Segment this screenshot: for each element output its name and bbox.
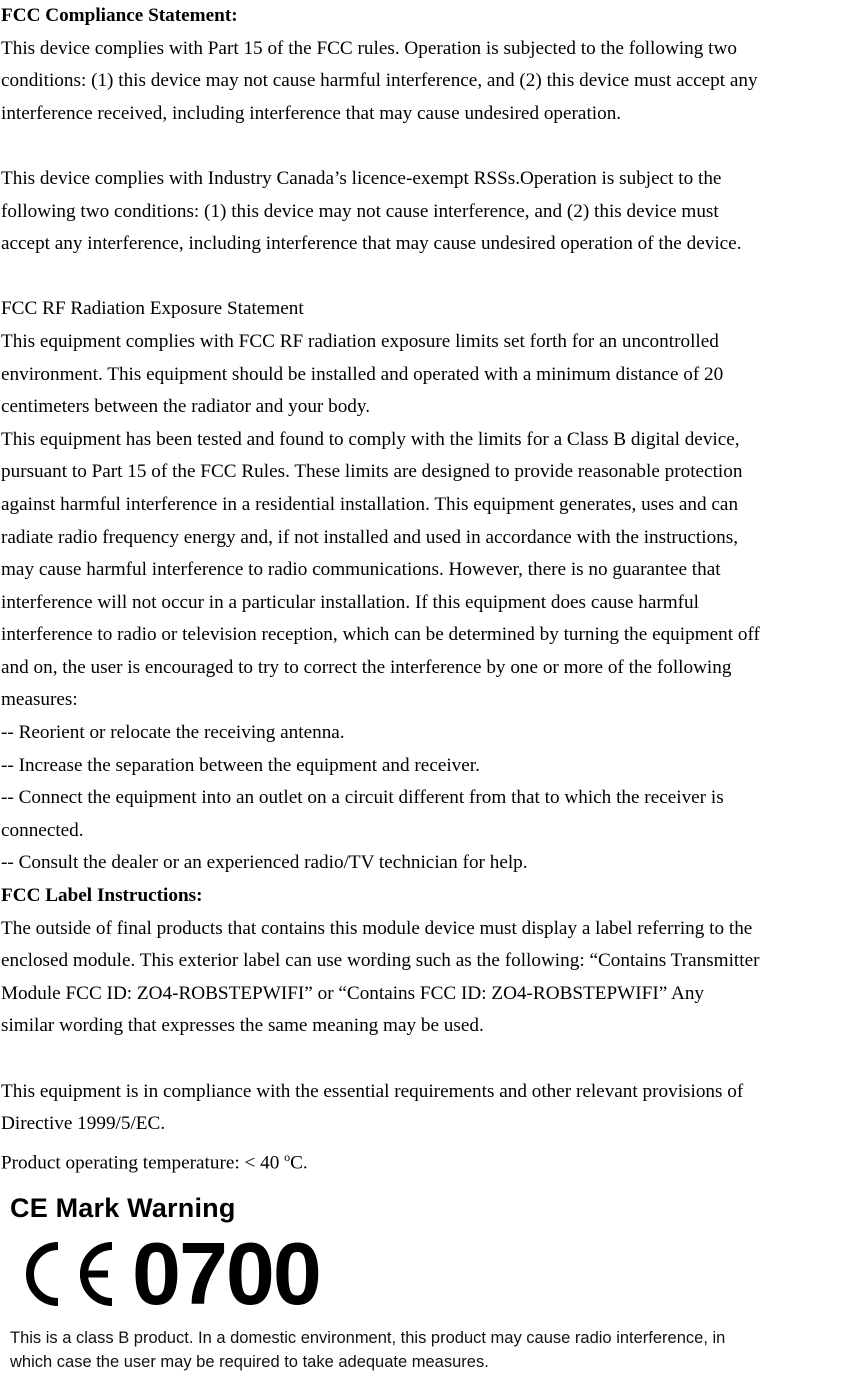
rf-exposure-line: interference will not occur in a particular installation. If this equipment does cause harmful bbox=[1, 591, 699, 613]
fcc-compliance-section bbox=[0, 0, 865, 130]
label-instructions-line: similar wording that expresses the same meaning may be used. bbox=[1, 1015, 484, 1037]
temperature-prefix: Product operating temperature: < 40 bbox=[1, 1152, 285, 1174]
rf-exposure-line: against harmful interference in a residential installation. This equipment generates, uses and can bbox=[1, 493, 739, 515]
fcc-compliance-line: This device complies with Part 15 of the FCC rules. Operation is subjected to the following two bbox=[1, 37, 737, 59]
fcc-compliance-line: conditions: (1) this device may not cause harmful interference, and (2) this device must accept any bbox=[1, 70, 758, 92]
rf-exposure-line: This equipment complies with FCC RF radiation exposure limits set forth for an uncontrolled bbox=[1, 330, 719, 352]
rf-exposure-line: environment. This equipment should be installed and operated with a minimum distance of 20 bbox=[1, 363, 724, 385]
rf-exposure-line: pursuant to Part 15 of the FCC Rules. These limits are designed to provide reasonable protection bbox=[1, 461, 743, 483]
measure-item: -- Reorient or relocate the receiving antenna. bbox=[1, 722, 345, 744]
label-instructions-line: enclosed module. This exterior label can use wording such as the following: “Contains Transmitter bbox=[1, 950, 760, 972]
label-instructions-line: Module FCC ID: ZO4-ROBSTEPWIFI” or “Contains FCC ID: ZO4-ROBSTEPWIFI” Any bbox=[1, 982, 705, 1004]
paragraph-gap bbox=[0, 1043, 865, 1076]
rf-exposure-line: interference to radio or television reception, which can be determined by turning the equipment off bbox=[1, 624, 760, 646]
fcc-compliance-heading: FCC Compliance Statement: bbox=[1, 5, 238, 26]
ce-mark-title: CE Mark Warning bbox=[10, 1193, 236, 1223]
rf-exposure-section bbox=[0, 293, 865, 880]
notified-body-number: 0700 bbox=[132, 1224, 320, 1323]
measure-item: connected. bbox=[1, 819, 84, 841]
ce-mark-row bbox=[10, 1224, 860, 1323]
ce-note-line: This is a class B product. In a domestic environment, this product may cause radio interference, in bbox=[10, 1329, 726, 1347]
paragraph-gap bbox=[0, 130, 865, 163]
measure-item: -- Consult the dealer or an experienced radio/TV technician for help. bbox=[1, 852, 528, 874]
rf-exposure-line: and on, the user is encouraged to try to correct the interference by one or more of the following bbox=[1, 656, 732, 678]
ce-note-line: which case the user may be required to take adequate measures. bbox=[10, 1353, 489, 1371]
label-instructions-section bbox=[0, 880, 865, 1043]
directive-section bbox=[0, 1076, 865, 1180]
ce-note bbox=[10, 1326, 860, 1374]
rf-exposure-line: radiate radio frequency energy and, if not installed and used in accordance with the instructions, bbox=[1, 526, 739, 548]
industry-canada-section bbox=[0, 163, 865, 261]
degree-symbol: o bbox=[284, 1149, 291, 1164]
ce-logo-icon bbox=[10, 1234, 120, 1314]
rf-exposure-line: centimeters between the radiator and your body. bbox=[1, 396, 371, 418]
directive-line: This equipment is in compliance with the essential requirements and other relevant provisions of bbox=[1, 1080, 744, 1102]
industry-canada-line: accept any interference, including interference that may cause undesired operation of the device. bbox=[1, 233, 742, 255]
measure-item: -- Connect the equipment into an outlet on a circuit different from that to which the receiver is bbox=[1, 787, 724, 809]
industry-canada-line: following two conditions: (1) this device may not cause interference, and (2) this device must bbox=[1, 200, 719, 222]
measure-item: -- Increase the separation between the equipment and receiver. bbox=[1, 754, 480, 776]
rf-exposure-heading: FCC RF Radiation Exposure Statement bbox=[1, 298, 304, 320]
industry-canada-line: This device complies with Industry Canada’s licence-exempt RSSs.Operation is subject to the bbox=[1, 167, 722, 189]
operating-temperature bbox=[0, 1141, 865, 1180]
label-instructions-line: The outside of final products that contains this module device must display a label referring to the bbox=[1, 917, 753, 939]
rf-exposure-line: may cause harmful interference to radio communications. However, there is no guarantee that bbox=[1, 559, 721, 581]
ce-mark-warning bbox=[10, 1193, 860, 1374]
rf-exposure-line: measures: bbox=[1, 689, 78, 711]
rf-exposure-line: This equipment has been tested and found to comply with the limits for a Class B digital device, bbox=[1, 428, 740, 450]
directive-line: Directive 1999/5/EC. bbox=[1, 1113, 166, 1135]
fcc-compliance-line: interference received, including interference that may cause undesired operation. bbox=[1, 102, 622, 124]
temperature-unit: C. bbox=[290, 1152, 308, 1174]
paragraph-gap bbox=[0, 261, 865, 294]
label-instructions-heading: FCC Label Instructions: bbox=[1, 885, 203, 907]
